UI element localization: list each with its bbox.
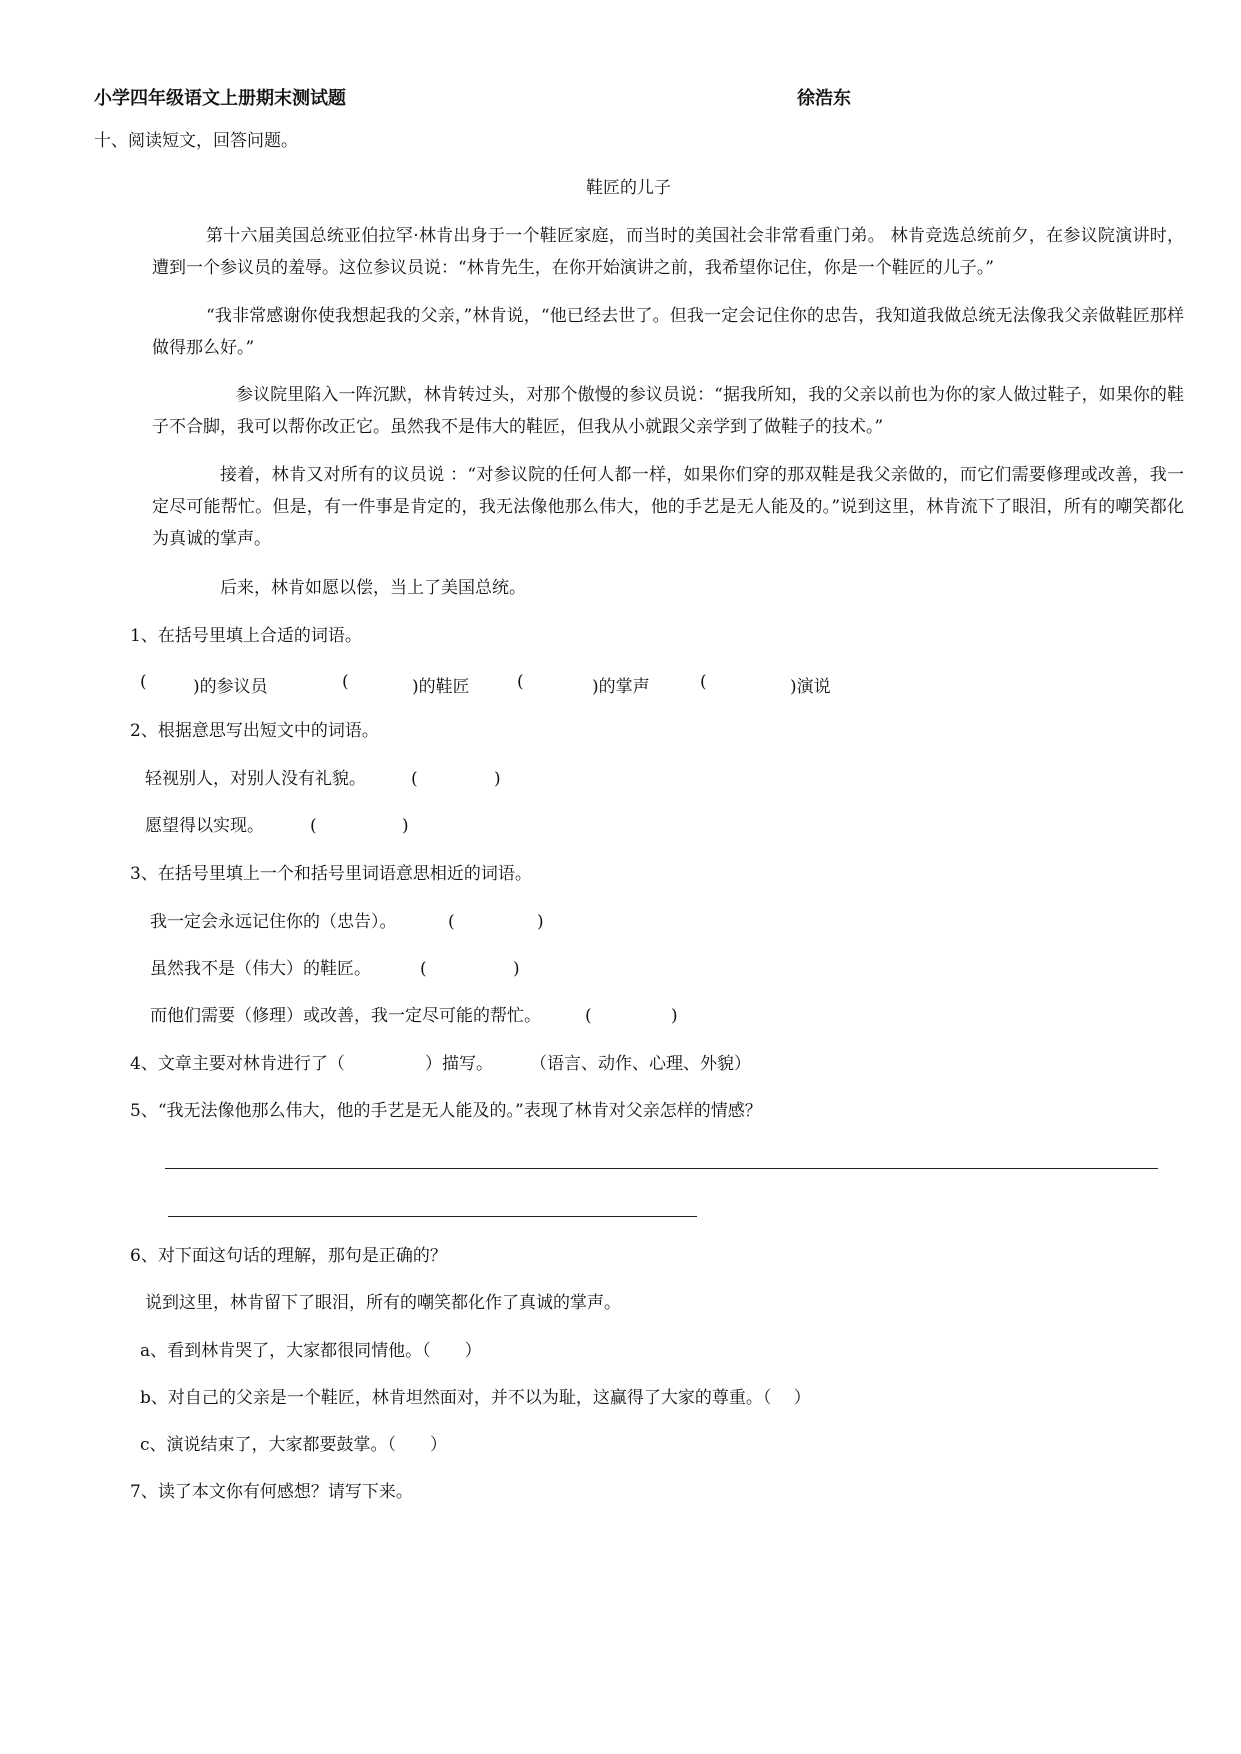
- blank-open: (: [420, 959, 427, 979]
- blank-open: (: [342, 672, 349, 692]
- question-7-stem: 7、读了本文你有何感想？请写下来。: [130, 1482, 413, 1502]
- question-6-quote: 说到这里，林肯留下了眼泪，所有的嘲笑都化作了真诚的掌声。: [145, 1293, 621, 1313]
- blank-close: ): [494, 769, 501, 789]
- question-4-after: ）描写。: [425, 1054, 493, 1074]
- question-3-stem: 3、在括号里填上一个和括号里词语意思相近的词语。: [130, 864, 532, 884]
- blank-close-label: )的掌声: [592, 677, 650, 697]
- author-name: 徐浩东: [797, 88, 851, 109]
- blank-open: (: [310, 816, 317, 836]
- article-paragraph-2: “我非常感谢你使我想起我的父亲，”林肯说，“他已经去世了。但我一定会记住你的忠告，我知道我做总统无法像我父亲做鞋匠那样做得那么好。”: [152, 306, 1184, 358]
- question-1-stem: 1、在括号里填上合适的词语。: [130, 626, 362, 646]
- article-paragraph-5: 后来，林肯如愿以偿，当上了美国总统。: [220, 578, 526, 598]
- question-1-blanks: [0, 672, 1241, 696]
- question-6-option-c: c、演说结束了，大家都要鼓掌。（ ）: [140, 1435, 448, 1455]
- blank-close-label: )演说: [790, 677, 831, 697]
- question-6-option-a: a、看到林肯哭了，大家都很同情他。（ ）: [140, 1341, 482, 1361]
- question-4-options: （语言、动作、心理、外貌）: [530, 1054, 751, 1074]
- article-paragraph-3: 参议院里陷入一阵沉默，林肯转过头，对那个傲慢的参议员说：“据我所知，我的父亲以前也为你的家人做过鞋子，如果你的鞋子不合脚，我可以帮你改正它。虽然我不是伟大的鞋匠，但我从小就跟父亲学到了做鞋子的技术。”: [152, 385, 1184, 437]
- blank-close-label: )的参议员: [193, 677, 268, 697]
- article-title: 鞋匠的儿子: [586, 178, 671, 198]
- blank-open: (: [140, 672, 147, 692]
- blank-open: (: [700, 672, 707, 692]
- question-2-stem: 2、根据意思写出短文中的词语。: [130, 721, 379, 741]
- article-paragraph-1: 第十六届美国总统亚伯拉罕·林肯出身于一个鞋匠家庭，而当时的美国社会非常看重门弟。 林肯竞选总统前夕，在参议院演讲时，遭到一个参议员的羞辱。这位参议员说：“林肯先生，在你开始演讲之前，我希望你记住，你是一个鞋匠的儿子。”: [152, 226, 1184, 278]
- question-3-item-1: 我一定会永远记住你的（忠告）。: [150, 912, 397, 932]
- blank-close: ): [671, 1006, 678, 1026]
- article-paragraph-4: 接着，林肯又对所有的议员说 ：“对参议院的任何人都一样，如果你们穿的那双鞋是我父亲做的，而它们需要修理或改善，我一定尽可能帮忙。但是，有一件事是肯定的，我无法像他那么伟大，他的手艺是无人能及的。”说到这里，林肯流下了眼泪，所有的嘲笑都化为真诚的掌声。: [152, 465, 1184, 549]
- blank-open: (: [448, 912, 455, 932]
- section-heading: 十、阅读短文，回答问题。: [94, 131, 298, 151]
- blank-open: (: [585, 1006, 592, 1026]
- blank-close: ): [513, 959, 520, 979]
- question-5-stem: 5、“我无法像他那么伟大，他的手艺是无人能及的。”表现了林肯对父亲怎样的情感？: [130, 1101, 762, 1121]
- question-3-item-2: 虽然我不是（伟大）的鞋匠。: [150, 959, 371, 979]
- question-6-stem: 6、对下面这句话的理解，那句是正确的？: [130, 1246, 447, 1266]
- blank-close: ): [537, 912, 544, 932]
- answer-line: [165, 1168, 1158, 1169]
- question-2-item-2: 愿望得以实现。: [145, 816, 264, 836]
- question-2-item-1: 轻视别人，对别人没有礼貌。: [145, 769, 366, 789]
- question-6-option-b: b、对自己的父亲是一个鞋匠，林肯坦然面对，并不以为耻，这赢得了大家的尊重。（ ）: [140, 1388, 811, 1408]
- answer-line: [168, 1216, 697, 1217]
- blank-close-label: )的鞋匠: [412, 677, 470, 697]
- question-3-item-3: 而他们需要（修理）或改善，我一定尽可能的帮忙。: [150, 1006, 541, 1026]
- blank-open: (: [411, 769, 418, 789]
- page-title: 小学四年级语文上册期末测试题: [94, 88, 346, 109]
- question-4-stem: 4、文章主要对林肯进行了（: [130, 1054, 345, 1074]
- blank-open: (: [517, 672, 524, 692]
- blank-close: ): [402, 816, 409, 836]
